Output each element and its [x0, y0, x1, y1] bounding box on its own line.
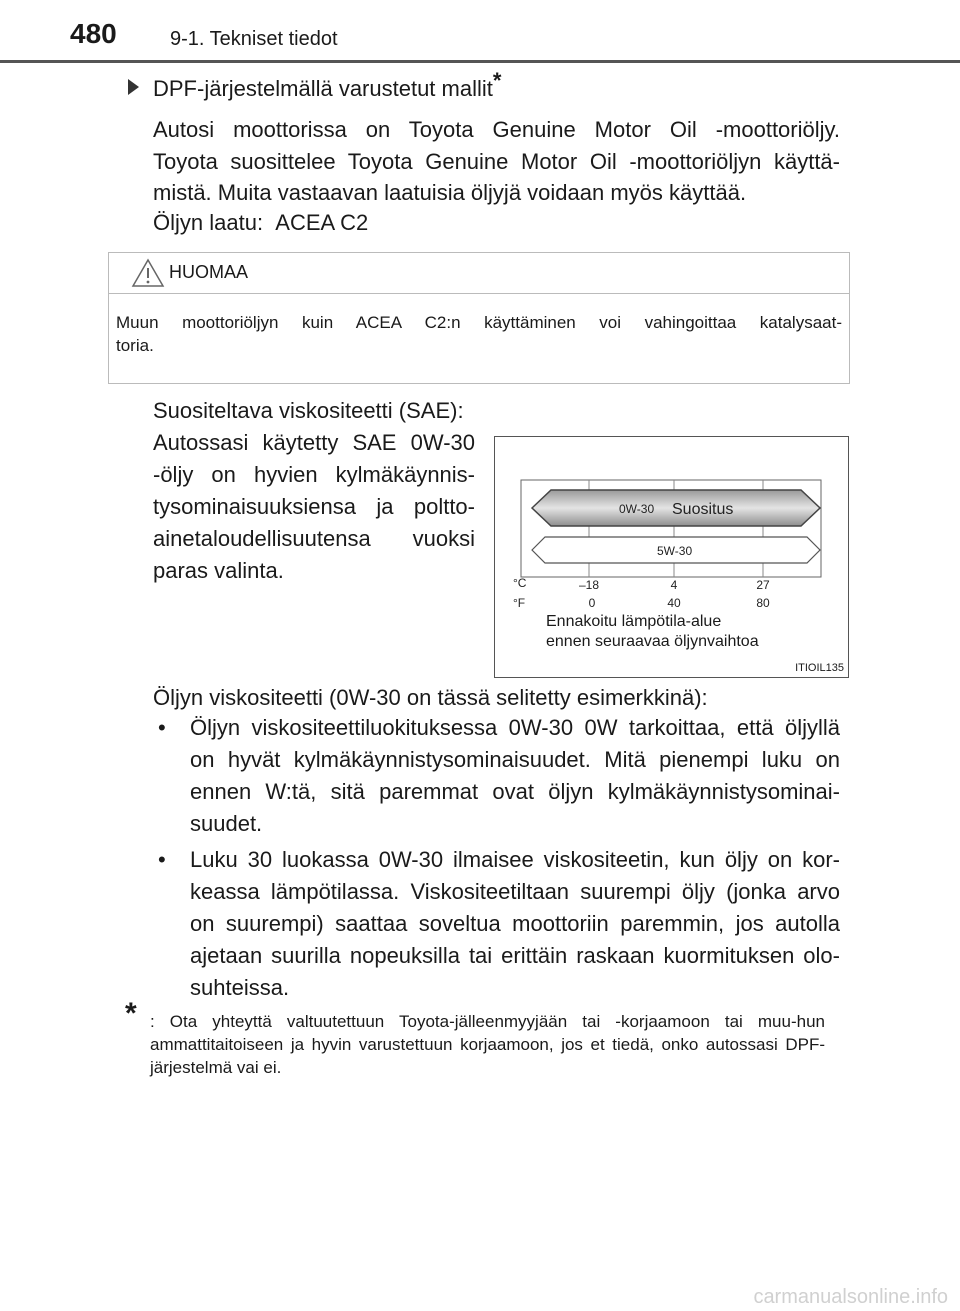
page-number: 480: [70, 18, 117, 49]
notice-line-1: Muun moottoriöljyn kuin ACEA C2:n käyttäminen voi vahingoittaa katalysaat-: [116, 313, 842, 332]
notice-line-2: toria.: [116, 336, 154, 355]
caption-line-2: ennen seuraavaa öljynvaihtoa: [546, 633, 759, 650]
bullet1-line-4: suudet.: [190, 811, 263, 836]
intro-line-1: Autosi moottorissa on Toyota Genuine Motor Oil -moottoriöljy.: [153, 117, 840, 142]
page-header: [0, 0, 960, 58]
warning-icon: [131, 258, 165, 288]
notice-title: HUOMAA: [169, 262, 249, 282]
bullet2-line-5: suhteissa.: [190, 975, 290, 1000]
oil-quality-label: Öljyn laatu:: [153, 210, 264, 235]
triangle-bullet-icon: [128, 79, 139, 95]
viscosity-line-2: -öljy on hyvien kylmäkäynnis-: [153, 462, 475, 487]
footnote: [125, 997, 825, 1079]
bar1-label: Suositus: [672, 501, 734, 518]
fahrenheit-tick: 0: [588, 596, 596, 610]
notice-header: [109, 253, 849, 294]
fahrenheit-tick: 40: [667, 596, 681, 610]
bar1-grade: 0W-30: [619, 502, 655, 516]
header-divider: [0, 60, 960, 63]
notice-body: [116, 311, 842, 357]
fahrenheit-tick: 80: [756, 596, 770, 610]
celsius-tick: –18: [578, 578, 600, 592]
bullet-dot: •: [158, 715, 166, 740]
footnote-marker: *: [492, 68, 502, 93]
bar2-grade: 5W-30: [657, 544, 693, 558]
viscosity-line-1: Autossasi käytetty SAE 0W-30: [153, 430, 475, 455]
bullet1-line-3: ennen W:tä, sitä paremmat ovat öljyn kylmäkäynnistysominai-: [190, 779, 840, 804]
viscosity-line-5: paras valinta.: [153, 558, 284, 583]
footnote-text: : Ota yhteyttä valtuutettuun Toyota-jälleenmyyjään tai -korjaamoon tai muu-hun ammattitaitoiseen ja hyvin varustettuun korjaamoon, jos et tiedä, onko autossasi DPF-järjestelmä vai ei.: [150, 1012, 825, 1077]
bullet2-line-3: on suurempi) saattaa soveltua moottoriin paremmin, jos autolla: [190, 911, 840, 936]
viscosity-figure: [494, 436, 849, 678]
celsius-tick: 27: [756, 578, 770, 592]
explanation-heading: Öljyn viskositeetti (0W-30 on tässä selitetty esimerkkinä):: [153, 685, 708, 710]
bullet2-line-1: Luku 30 luokassa 0W-30 ilmaisee viskositeetin, kun öljy on kor-: [190, 847, 840, 872]
fahrenheit-unit: °F: [513, 596, 526, 610]
viscosity-line-3: tysominaisuuksiensa ja poltto-: [153, 494, 475, 519]
oil-quality-value: ACEA C2: [275, 210, 369, 235]
bullet1-line-2: on hyvät kylmäkäynnistysominaisuudet. Mitä pienempi luku on: [190, 747, 840, 772]
celsius-unit: °C: [513, 576, 527, 590]
oil-quality: [153, 207, 368, 239]
celsius-tick: 4: [670, 578, 678, 592]
section-title: 9-1. Tekniset tiedot: [170, 28, 338, 50]
bullet2-line-2: keassa lämpötilassa. Viskositeetiltaan suurempi öljy (jonka arvo: [190, 879, 840, 904]
figure-id: ITIOIL135: [795, 662, 844, 674]
bullet1-line-1: Öljyn viskositeettiluokituksessa 0W-30 0W tarkoittaa, että öljyllä: [190, 715, 840, 740]
figure-caption: [546, 612, 759, 652]
notice-box: [108, 252, 850, 384]
footnote-star: *: [125, 997, 137, 1030]
bullet2-line-4: ajetaan suurilla nopeuksilla tai erittäin raskaan kuormituksen olo-: [190, 943, 840, 968]
bullet-dot: •: [158, 847, 166, 872]
caption-line-1: Ennakoitu lämpötila-alue: [546, 613, 722, 630]
dpf-heading-text: DPF-järjestelmällä varustetut mallit: [153, 76, 493, 101]
intro-line-2: Toyota suosittelee Toyota Genuine Motor Oil -moottoriöljyn käyttä-: [153, 149, 840, 174]
watermark: carmanualsonline.info: [753, 1286, 948, 1308]
viscosity-line-4: ainetaloudellisuutensa vuoksi: [153, 526, 475, 551]
viscosity-heading: Suositeltava viskositeetti (SAE):: [153, 398, 464, 423]
dpf-heading: [128, 68, 502, 105]
intro-line-3: mistä. Muita vastaavan laatuisia öljyjä voidaan myös käyttää.: [153, 180, 747, 205]
